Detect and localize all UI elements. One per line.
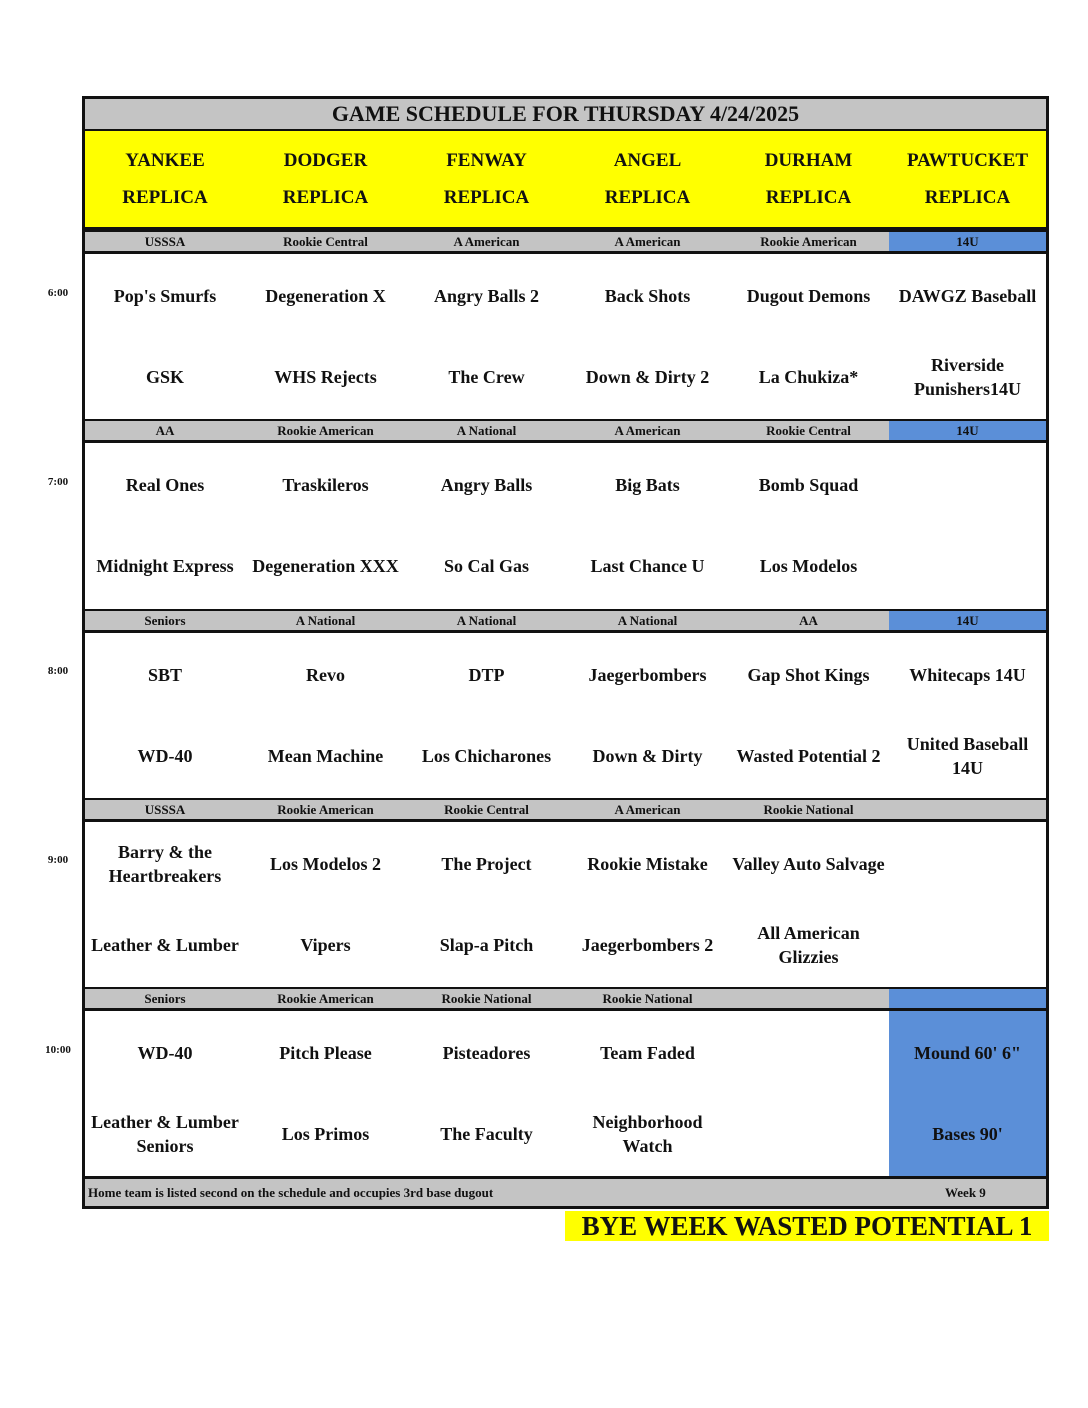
time-label: 6:00 [47,287,69,299]
away-team: Valley Auto Salvage [732,854,885,874]
field-subtitle: REPLICA [282,187,369,208]
game-cell [406,822,570,987]
home-team: So Cal Gas [443,556,530,576]
home-team: Los Chicharones [421,746,552,766]
division-label: 14U [889,230,1046,254]
game-cell [567,822,731,987]
away-team: Rookie Mistake [587,854,708,874]
division-label [889,987,1046,1011]
footer-bar [85,1176,1046,1206]
away-team: Traskileros [282,475,369,495]
footer-note: Home team is listed second on the schedule and occupies 3rd base dugout [88,1185,494,1200]
division-label [728,987,892,1011]
away-team: Pisteadores [442,1043,531,1063]
away-team: Bomb Squad [758,475,859,495]
home-team: Degeneration XXX [252,556,399,576]
game-cell [567,1011,731,1176]
division-label: Rookie Central [406,798,570,822]
division-label [889,798,1046,822]
home-team [728,1095,889,1173]
home-team: Midnight Express [96,556,234,576]
home-team: Leather & Lumber [91,935,239,955]
time-label: 7:00 [47,476,69,488]
field-header-angel [567,131,731,230]
division-label: 14U [889,419,1046,443]
game-cell [567,254,731,419]
field-header-durham [728,131,892,230]
away-team: WD-40 [137,1043,193,1063]
game-cell [245,443,409,608]
away-team: Real Ones [125,475,205,495]
home-team: WHS Rejects [274,367,377,387]
division-label: A American [406,230,570,254]
game-cell [245,633,409,798]
division-label: Rookie National [406,987,570,1011]
game-cell [85,443,248,608]
home-team: Vipers [300,935,351,955]
home-team: Neighborhood Watch [592,1112,703,1156]
home-team: La Chukiza* [758,367,859,387]
schedule-table [82,96,1049,1209]
home-team: Jaegerbombers 2 [581,935,714,955]
division-label: Rookie American [728,230,892,254]
game-cell [567,633,731,798]
game-cell [889,1011,1046,1176]
game-cell [567,443,731,608]
bye-week-banner: BYE WEEK WASTED POTENTIAL 1 [565,1211,1049,1241]
division-label: A National [245,609,409,633]
home-team: Slap-a Pitch [439,935,534,955]
division-label: A National [406,609,570,633]
game-cell [889,633,1046,798]
division-label: Seniors [85,609,248,633]
division-label: Rookie Central [245,230,409,254]
home-team: Down & Dirty [592,746,703,766]
game-cell [406,443,570,608]
division-label: A National [567,609,731,633]
home-team: Los Primos [281,1124,370,1144]
division-label: AA [85,419,248,443]
game-cell [728,254,892,419]
home-team: Riverside Punishers14U [913,355,1021,399]
home-team [889,906,1046,984]
game-cell [889,254,1046,419]
game-cell [85,254,248,419]
home-team: Down & Dirty 2 [585,367,710,387]
game-cell [85,822,248,987]
away-team: Dugout Demons [746,286,871,306]
home-team: GSK [145,367,184,387]
division-label: Rookie National [728,798,892,822]
home-team: The Faculty [440,1124,533,1144]
time-label: 8:00 [47,665,69,677]
field-name: YANKEE [125,150,205,171]
division-label: Seniors [85,987,248,1011]
home-team: The Crew [448,367,525,387]
away-team: SBT [147,665,183,685]
home-team [889,527,1046,605]
home-team: Wasted Potential 2 [736,746,881,766]
game-cell [245,1011,409,1176]
schedule-title: GAME SCHEDULE FOR THURSDAY 4/24/2025 [85,99,1046,131]
division-label: Rookie American [245,987,409,1011]
game-cell [85,633,248,798]
division-label: A American [567,230,731,254]
home-team: Last Chance U [590,556,705,576]
field-name: ANGEL [613,150,682,171]
game-cell [85,1011,248,1176]
division-label: 14U [889,609,1046,633]
home-team: All American Glizzies [757,923,860,967]
away-team: DAWGZ Baseball [898,286,1037,306]
division-label: A National [406,419,570,443]
away-team: Jaegerbombers [588,665,707,685]
game-cell [406,633,570,798]
home-team: WD-40 [137,746,193,766]
division-label: AA [728,609,892,633]
away-team: The Project [441,854,532,874]
away-team [728,1011,889,1095]
field-name: DURHAM [764,150,853,171]
field-subtitle: REPLICA [765,187,852,208]
home-team: Leather & Lumber Seniors [91,1112,239,1156]
away-team: Gap Shot Kings [747,665,870,685]
away-team: Whitecaps 14U [909,665,1026,685]
game-cell [889,822,1046,987]
week-label: Week 9 [945,1185,986,1200]
away-team: Pop's Smurfs [113,286,217,306]
game-cell [728,633,892,798]
field-subtitle: REPLICA [443,187,530,208]
division-label: Rookie National [567,987,731,1011]
game-cell [406,254,570,419]
division-label: A American [567,798,731,822]
field-header-yankee [85,131,248,230]
home-team: Mean Machine [267,746,384,766]
game-cell [889,443,1046,608]
field-header-pawtucket [889,131,1046,230]
division-label: Rookie American [245,798,409,822]
field-header-fenway [406,131,570,230]
field-subtitle: REPLICA [122,187,208,208]
away-team: Revo [306,665,345,685]
away-team: Back Shots [604,286,691,306]
away-team: Angry Balls 2 [433,286,539,306]
division-label: A American [567,419,731,443]
game-cell [728,443,892,608]
game-cell [245,822,409,987]
field-name: FENWAY [446,150,527,171]
home-team: Bases 90' [932,1124,1003,1144]
time-label: 10:00 [45,1044,71,1056]
home-team: Los Modelos [759,556,858,576]
away-team: Pitch Please [279,1043,372,1063]
division-label: USSSA [85,798,248,822]
away-team: Big Bats [615,475,680,495]
away-team [889,443,1046,527]
game-cell [728,822,892,987]
field-header-dodger [245,131,409,230]
field-name: PAWTUCKET [906,150,1029,171]
game-cell [406,1011,570,1176]
away-team: Degeneration X [265,286,386,306]
away-team: Mound 60' 6" [913,1043,1021,1063]
game-cell [728,1011,892,1176]
home-team: United Baseball 14U [906,734,1029,778]
away-team: Team Faded [600,1043,695,1063]
field-name: DODGER [283,150,368,171]
game-cell [245,254,409,419]
field-subtitle: REPLICA [924,187,1011,208]
away-team [889,822,1046,906]
field-subtitle: REPLICA [604,187,691,208]
time-label: 9:00 [47,854,69,866]
away-team: Los Modelos 2 [269,854,381,874]
away-team: Angry Balls [440,475,533,495]
division-label: USSSA [85,230,248,254]
division-label: Rookie American [245,419,409,443]
division-label: Rookie Central [728,419,892,443]
away-team: Barry & the Heartbreakers [108,842,222,886]
away-team: DTP [468,665,505,685]
